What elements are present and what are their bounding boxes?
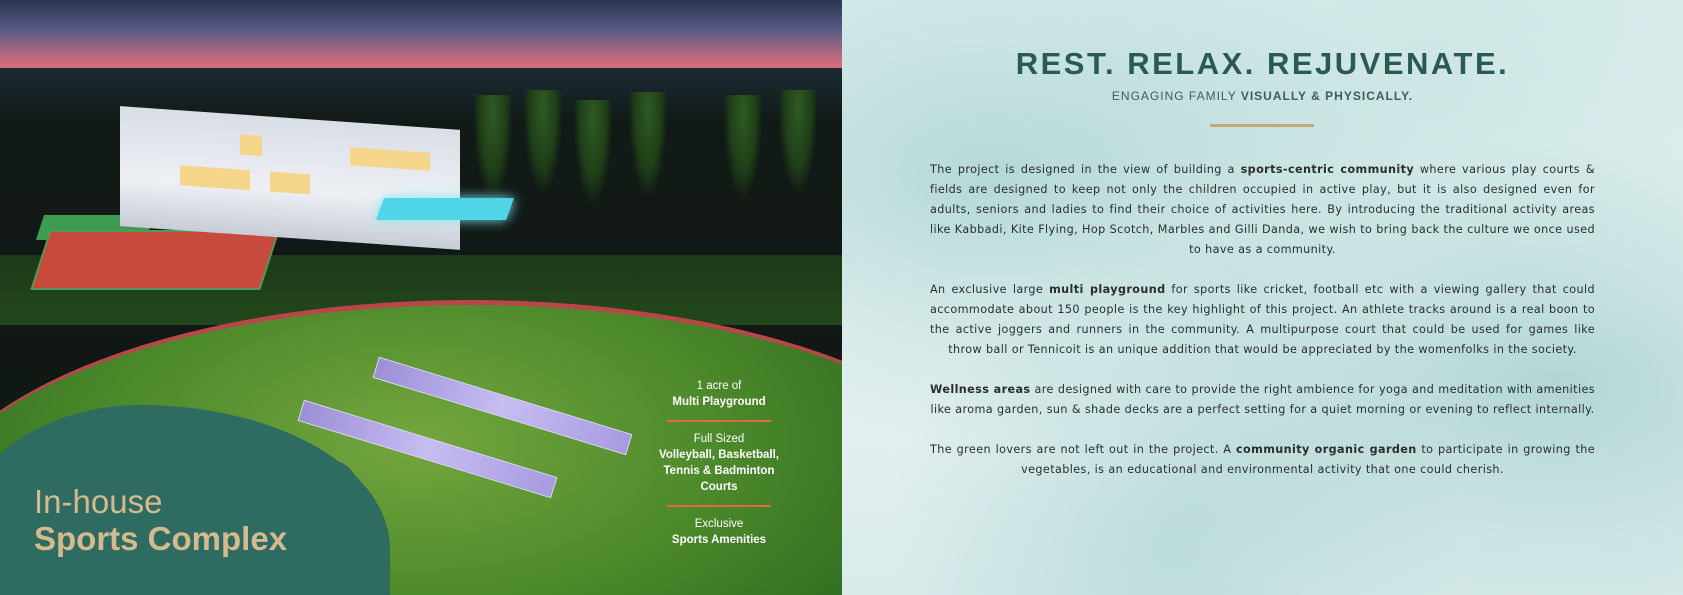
fact-label: Full Sized — [693, 433, 745, 445]
fact-divider — [667, 420, 771, 422]
paragraph-text: where various play courts & fields are designed to keep not only the children occupied in active play, but it is also designed even for adults, seniors and ladies to find their choice of activities here. By introducing the traditional activity areas like Kabbadi, Kite Flying, Hop Scotch, Marbles and Gilli Danda, we wish to bring back the culture we once used to have as a community. — [930, 163, 1595, 256]
palm-tree — [720, 95, 766, 215]
page-title: REST. RELAX. REJUVENATE. — [1015, 46, 1510, 81]
subtitle-plain: ENGAGING FAMILY — [1111, 89, 1241, 103]
subtitle-bold: VISUALLY & PHYSICALLY. — [1240, 89, 1414, 103]
paragraph-text: An exclusive large — [930, 283, 1050, 296]
fact-value: Courts — [700, 481, 738, 493]
title-divider — [1210, 124, 1314, 127]
fact-label: Exclusive — [694, 518, 744, 530]
fact-value: Sports Amenities — [671, 534, 767, 546]
sports-complex-headline — [34, 484, 287, 558]
palm-tree — [625, 92, 671, 212]
paragraph-text: are designed with care to provide the right ambience for yoga and meditation with amenities like aroma garden, sun & shade decks are a perfect setting for a quiet morning or evening to reflect internally. — [930, 383, 1595, 416]
paragraph-highlight: Wellness areas — [930, 383, 1031, 396]
headline-shape-tail — [300, 460, 360, 530]
paragraph-highlight: sports-centric community — [1240, 163, 1415, 176]
multi-sport-court — [30, 230, 279, 290]
fact-label: 1 acre of — [696, 380, 742, 392]
fact-courts — [652, 431, 786, 503]
paragraph-highlight: community organic garden — [1236, 443, 1417, 456]
paragraph-text: for sports like cricket, football etc with a viewing gallery that could accommodate about 150 people is the key highlight of this project. An athlete tracks around is a real boon to the active joggers and runners in the community. A multipurpose court that could be used for games like throw ball or Tennicoit is an unique addition that would be appreciated by the womenfolks in the society. — [930, 283, 1595, 356]
swimming-pool — [376, 198, 514, 220]
page-subtitle — [842, 89, 1683, 103]
paragraph-text: to participate in growing the vegetables, is an educational and environmental activity that one could cherish. — [1021, 443, 1596, 476]
paragraph — [930, 380, 1595, 420]
palm-tree — [470, 95, 516, 215]
palm-tree — [570, 100, 616, 220]
paragraph-text: The green lovers are not left out in the project. A — [930, 443, 1237, 456]
fact-value: Multi Playground — [672, 396, 766, 408]
clubhouse — [120, 106, 460, 250]
paragraph-text: The project is designed in the view of building a — [930, 163, 1241, 176]
paragraph — [930, 440, 1595, 480]
palm-tree — [775, 90, 821, 210]
headline-line-1: In-house — [34, 483, 163, 520]
paragraph-highlight: multi playground — [1049, 283, 1166, 296]
fact-playground — [652, 378, 786, 418]
text-panel — [842, 0, 1683, 595]
fact-divider — [667, 505, 771, 507]
fact-value: Tennis & Badminton — [663, 465, 775, 477]
body-text — [930, 160, 1595, 500]
headline-line-2: Sports Complex — [34, 520, 288, 557]
paragraph — [930, 280, 1595, 360]
fact-amenities — [652, 516, 786, 556]
facts-list — [652, 378, 786, 556]
palm-tree — [520, 90, 566, 210]
fact-value: Volleyball, Basketball, — [659, 449, 779, 461]
paragraph — [930, 160, 1595, 260]
